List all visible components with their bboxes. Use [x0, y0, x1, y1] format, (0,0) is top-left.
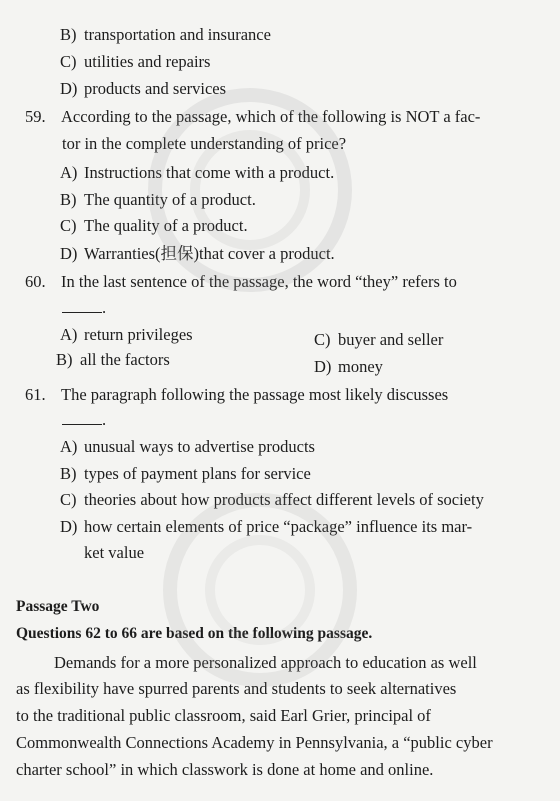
- option-label: D): [60, 244, 78, 263]
- option-label: C): [314, 330, 331, 349]
- option-label: D): [60, 517, 78, 536]
- option-text: products and services: [84, 79, 227, 98]
- q60-answer-blank: [62, 298, 106, 318]
- question-number: 60.: [25, 272, 46, 291]
- stem-end: .: [102, 410, 107, 429]
- option-label: B): [56, 350, 73, 369]
- option-text: buyer and seller: [338, 330, 444, 349]
- q61-option-a[interactable]: [60, 437, 315, 457]
- option-text: money: [338, 357, 383, 376]
- passage-heading: Passage Two: [16, 598, 100, 615]
- option-text: The quantity of a product.: [84, 190, 256, 209]
- option-label: D): [60, 79, 78, 98]
- passage-line-5: charter school” in which classwork is done at home and online.: [16, 760, 434, 779]
- q61-option-d-continued: ket value: [84, 543, 145, 562]
- q59-stem-continued: tor in the complete understanding of price?: [62, 134, 347, 153]
- q60-option-c[interactable]: [314, 330, 443, 350]
- option-text: return privileges: [84, 325, 193, 344]
- option-text: unusual ways to advertise products: [84, 437, 315, 456]
- watermark-graphic: [150, 470, 370, 710]
- q61-answer-blank: [62, 410, 106, 430]
- option-label: A): [60, 437, 78, 456]
- question-text: The paragraph following the passage most likely discusses: [61, 385, 449, 404]
- option-label: B): [60, 25, 77, 44]
- q60-option-d[interactable]: [314, 357, 383, 377]
- option-text: theories about how products affect different levels of society: [84, 490, 484, 509]
- q58-option-b[interactable]: [60, 25, 271, 45]
- option-label: A): [60, 325, 78, 344]
- q60-option-b[interactable]: [56, 350, 170, 370]
- passage-line-4: Commonwealth Connections Academy in Pennsylvania, a “public cyber: [16, 733, 493, 752]
- option-label: B): [60, 190, 77, 209]
- passage-line-2: as flexibility have spurred parents and students to seek alternatives: [16, 679, 457, 698]
- option-text: Instructions that come with a product.: [84, 163, 335, 182]
- question-number: 59.: [25, 107, 46, 126]
- stem-end: .: [102, 298, 107, 317]
- blank-line: [62, 298, 102, 313]
- option-label: B): [60, 464, 77, 483]
- option-text: The quality of a product.: [84, 216, 248, 235]
- passage-instruction: Questions 62 to 66 are based on the following passage.: [16, 625, 373, 642]
- option-label: A): [60, 163, 78, 182]
- option-text: utilities and repairs: [84, 52, 211, 71]
- option-text: transportation and insurance: [84, 25, 271, 44]
- question-text: According to the passage, which of the following is NOT a fac-: [61, 107, 481, 126]
- option-label: D): [314, 357, 332, 376]
- option-text: how certain elements of price “package” influence its mar-: [84, 517, 473, 536]
- q61-stem: [25, 385, 535, 405]
- q60-option-a[interactable]: [60, 325, 193, 345]
- passage-text: Demands for a more personalized approach to education as well: [54, 653, 477, 672]
- question-number: 61.: [25, 385, 46, 404]
- watermark-graphic: [130, 60, 370, 320]
- option-text: Warranties(担保)that cover a product.: [84, 244, 335, 263]
- blank-line: [62, 410, 102, 425]
- option-label: C): [60, 52, 77, 71]
- option-text: all the factors: [80, 350, 170, 369]
- option-label: C): [60, 216, 77, 235]
- option-label: C): [60, 490, 77, 509]
- question-text: In the last sentence of the passage, the word “they” refers to: [61, 272, 457, 291]
- passage-line-3: to the traditional public classroom, said Earl Grier, principal of: [16, 706, 431, 725]
- option-text: types of payment plans for service: [84, 464, 311, 483]
